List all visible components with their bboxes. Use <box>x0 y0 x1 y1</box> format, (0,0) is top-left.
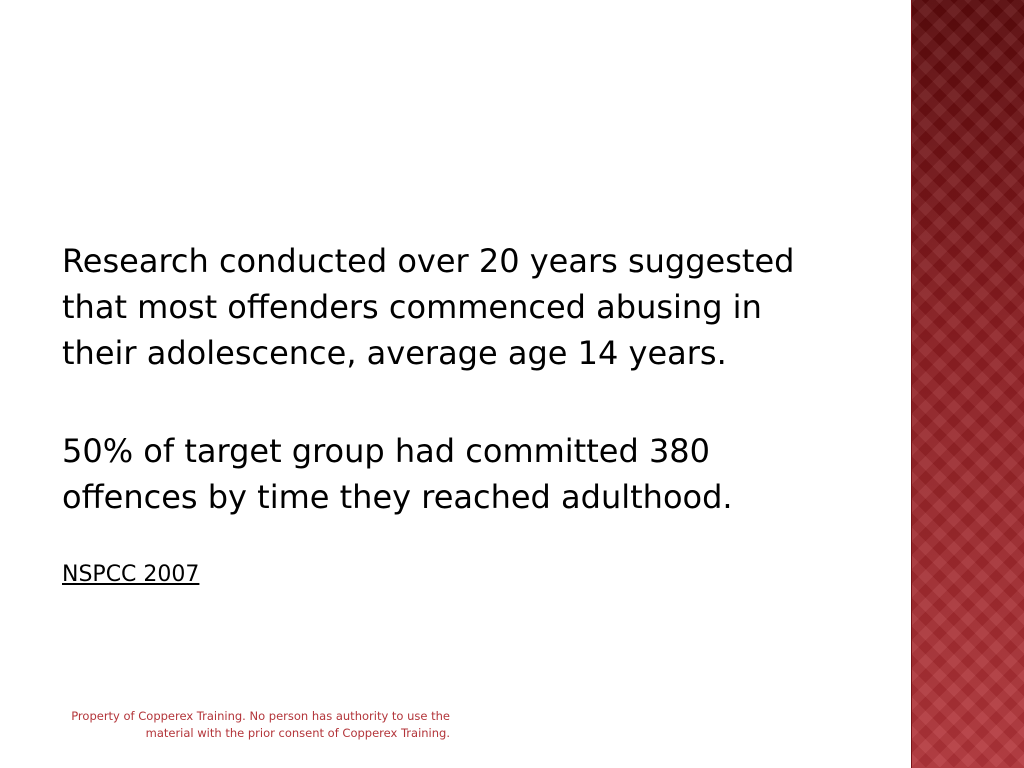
decorative-side-band <box>911 0 1024 768</box>
source-citation: NSPCC 2007 <box>62 562 200 587</box>
body-paragraph-statistic: 50% of target group had committed 380 offences by time they reached adulthood. <box>62 432 733 516</box>
slide-body <box>62 238 842 590</box>
body-paragraph-research: Research conducted over 20 years suggested that most offenders commenced abusing in their adolescence, average age 14 years. <box>62 242 795 372</box>
copyright-footer: Property of Copperex Training. No person has authority to use the material with the prior consent of Copperex Training. <box>71 709 450 740</box>
